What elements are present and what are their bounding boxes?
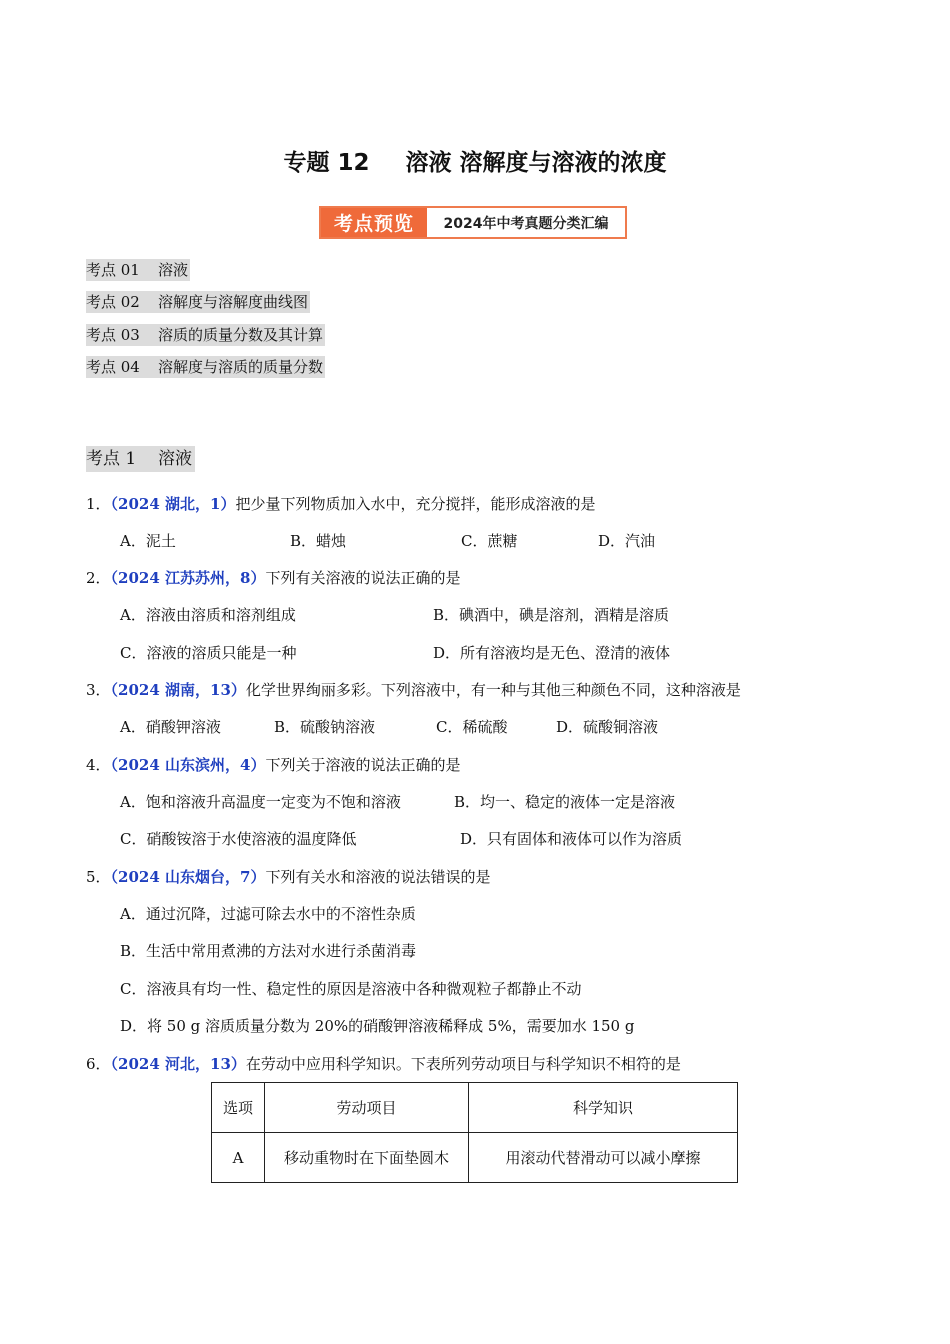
toc-label: 溶液 xyxy=(158,261,189,279)
option-d: D．将 50 g 溶质质量分数为 20%的硝酸钾溶液稀释成 5%，需要加水 150 g xyxy=(120,1017,635,1035)
option-b: B．碘酒中，碘是溶剂，酒精是溶质 xyxy=(433,606,670,624)
question-source: （2024 湖北，1） xyxy=(110,495,236,513)
toc-code: 考点 01 xyxy=(86,261,140,279)
question-stem: 把少量下列物质加入水中，充分搅拌，能形成溶液的是 xyxy=(235,495,596,513)
question-source: （2024 湖南，13） xyxy=(110,681,246,699)
option-d: D．硫酸铜溶液 xyxy=(556,718,659,736)
title-sub: 溶液 溶解度与溶液的浓度 xyxy=(405,150,667,176)
question-number: 2． xyxy=(86,569,111,587)
option-d: D．汽油 xyxy=(598,532,656,550)
option-c: C．蔗糖 xyxy=(461,532,518,550)
question-4 xyxy=(86,755,460,775)
question-number: 6． xyxy=(86,1055,111,1073)
option-a: A．泥土 xyxy=(120,532,176,550)
toc-code: 考点 04 xyxy=(86,358,140,376)
toc-item xyxy=(86,356,325,378)
page-title xyxy=(0,144,950,177)
toc-code: 考点 02 xyxy=(86,293,140,311)
option-b: B．蜡烛 xyxy=(290,532,347,550)
toc-label: 溶质的质量分数及其计算 xyxy=(158,326,324,344)
toc-label: 溶解度与溶解度曲线图 xyxy=(158,293,309,311)
question-source: （2024 山东烟台，7） xyxy=(110,868,266,886)
table-header-row xyxy=(212,1083,738,1133)
table-header-cell: 劳动项目 xyxy=(265,1083,469,1133)
option-c: C．稀硫酸 xyxy=(436,718,508,736)
option-b: B．均一、稳定的液体一定是溶液 xyxy=(454,793,676,811)
table-cell: A xyxy=(212,1133,265,1183)
table-cell: 移动重物时在下面垫圆木 xyxy=(265,1133,469,1183)
question-6 xyxy=(86,1054,681,1074)
option-b: B．硫酸钠溶液 xyxy=(274,718,376,736)
question-source: （2024 河北，13） xyxy=(110,1055,246,1073)
labor-science-table xyxy=(211,1082,738,1183)
toc-label: 溶解度与溶质的质量分数 xyxy=(158,358,324,376)
banner-text: 2024年中考真题分类汇编 xyxy=(443,215,609,232)
question-5 xyxy=(86,867,490,887)
section-code: 考点 1 xyxy=(86,449,137,469)
question-stem: 下列关于溶液的说法正确的是 xyxy=(265,756,461,774)
option-c: C．溶液的溶质只能是一种 xyxy=(120,644,297,662)
question-source: （2024 山东滨州，4） xyxy=(110,756,266,774)
question-number: 3． xyxy=(86,681,111,699)
question-stem: 在劳动中应用科学知识。下表所列劳动项目与科学知识不相符的是 xyxy=(245,1055,681,1073)
question-stem: 下列有关溶液的说法正确的是 xyxy=(265,569,461,587)
option-d: D．所有溶液均是无色、澄清的液体 xyxy=(433,644,671,662)
option-c: C．溶液具有均一性、稳定性的原因是溶液中各种微观粒子都静止不动 xyxy=(120,980,582,998)
question-3 xyxy=(86,680,741,700)
preview-banner xyxy=(319,206,627,239)
toc-item xyxy=(86,291,310,313)
toc-item xyxy=(86,259,190,281)
question-number: 5． xyxy=(86,868,111,886)
question-number: 1． xyxy=(86,495,111,513)
banner-tag: 考点预览 xyxy=(321,208,427,237)
question-number: 4． xyxy=(86,756,111,774)
toc-item xyxy=(86,324,325,346)
option-d: D．只有固体和液体可以作为溶质 xyxy=(460,830,683,848)
table-cell: 用滚动代替滑动可以减小摩擦 xyxy=(469,1133,738,1183)
question-stem: 化学世界绚丽多彩。下列溶液中，有一种与其他三种颜色不同，这种溶液是 xyxy=(245,681,741,699)
question-2 xyxy=(86,568,460,588)
option-c: C．硝酸铵溶于水使溶液的温度降低 xyxy=(120,830,357,848)
table-row xyxy=(212,1133,738,1183)
section-heading xyxy=(86,446,195,472)
option-a: A．硝酸钾溶液 xyxy=(120,718,221,736)
option-b: B．生活中常用煮沸的方法对水进行杀菌消毒 xyxy=(120,942,417,960)
option-a: A．溶液由溶质和溶剂组成 xyxy=(120,606,296,624)
question-1 xyxy=(86,494,595,514)
question-source: （2024 江苏苏州，8） xyxy=(110,569,266,587)
question-stem: 下列有关水和溶液的说法错误的是 xyxy=(265,868,491,886)
option-a: A．饱和溶液升高温度一定变为不饱和溶液 xyxy=(120,793,401,811)
table-header-cell: 选项 xyxy=(212,1083,265,1133)
table-header-cell: 科学知识 xyxy=(469,1083,738,1133)
title-main: 专题 12 xyxy=(283,150,370,176)
option-a: A．通过沉降，过滤可除去水中的不溶性杂质 xyxy=(120,905,416,923)
toc-code: 考点 03 xyxy=(86,326,140,344)
section-label: 溶液 xyxy=(158,449,192,469)
